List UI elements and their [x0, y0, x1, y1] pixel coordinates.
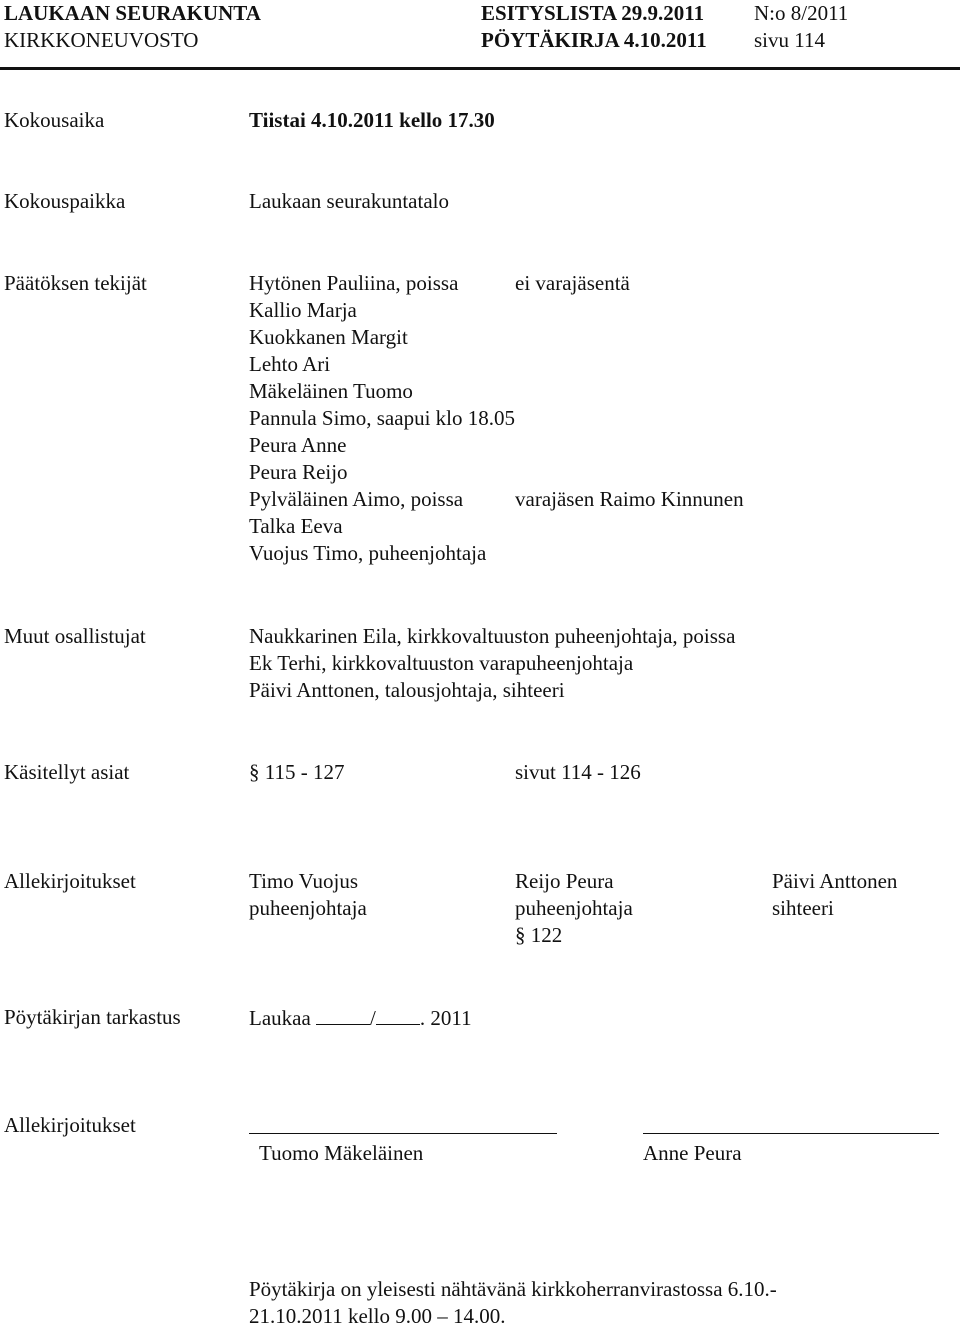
public-notice-line: 21.10.2011 kello 9.00 – 14.00. [249, 1304, 506, 1328]
review-place: Laukaa [249, 1006, 311, 1030]
signer-role: puheenjohtaja [249, 896, 367, 920]
meeting-time-value: Tiistai 4.10.2011 kello 17.30 [249, 108, 495, 132]
review-year: . 2011 [419, 1006, 472, 1030]
decision-makers-list [249, 270, 515, 567]
minutes-date: PÖYTÄKIRJA 4.10.2011 [481, 28, 707, 52]
review-label: Pöytäkirjan tarkastus [4, 1005, 181, 1029]
signatures-label: Allekirjoitukset [4, 869, 136, 893]
member-item: Lehto Ari [249, 352, 331, 376]
member-item: Kuokkanen Margit [249, 325, 408, 349]
review-date-line [249, 1004, 472, 1032]
signer-name: Timo Vuojus [249, 869, 359, 893]
other-participants-label: Muut osallistujat [4, 624, 146, 648]
signature-line [249, 1133, 557, 1134]
review-month-blank [376, 1004, 420, 1025]
member-item: Talka Eeva [249, 514, 343, 538]
other-participants-list [249, 623, 735, 704]
member-item: Hytönen Pauliina, poissa [249, 271, 459, 295]
agenda-date: ESITYSLISTA 29.9.2011 [481, 1, 705, 25]
member-item: Vuojus Timo, puheenjohtaja [249, 541, 487, 565]
participant-item: Naukkarinen Eila, kirkkovaltuuston puheenjohtaja, poissa [249, 624, 736, 648]
public-notice-line: Pöytäkirja on yleisesti nähtävänä kirkkoherranvirastossa 6.10.- [249, 1277, 777, 1301]
member-item: Peura Anne [249, 433, 347, 457]
review-signatures-label: Allekirjoitukset [4, 1113, 136, 1137]
member-item: Kallio Marja [249, 298, 357, 322]
member-item: Pannula Simo, saapui klo 18.05 [249, 406, 515, 430]
decision-makers-label: Päätöksen tekijät [4, 271, 147, 295]
meeting-place-label: Kokouspaikka [4, 189, 126, 213]
organization-name: LAUKAAN SEURAKUNTA [4, 1, 261, 25]
member-item: Mäkeläinen Tuomo [249, 379, 413, 403]
substitute-note: ei varajäsentä [515, 271, 630, 295]
member-item: Pylväläinen Aimo, poissa [249, 487, 464, 511]
participant-item: Päivi Anttonen, talousjohtaja, sihteeri [249, 678, 565, 702]
page-number: sivu 114 [754, 28, 825, 52]
reviewer-name: Tuomo Mäkeläinen [259, 1141, 424, 1165]
handled-items-label: Käsitellyt asiat [4, 760, 130, 784]
participant-item: Ek Terhi, kirkkovaltuuston varapuheenjohtaja [249, 651, 634, 675]
signer-role: sihteeri [772, 896, 834, 920]
review-slash: / [370, 1006, 376, 1030]
handled-items-range: § 115 - 127 [249, 760, 345, 784]
member-item: Peura Reijo [249, 460, 348, 484]
header-divider [0, 67, 960, 70]
governing-body: KIRKKONEUVOSTO [4, 28, 199, 52]
handled-pages-range: sivut 114 - 126 [515, 760, 641, 784]
signer-role: puheenjohtaja [515, 896, 633, 920]
signer-name: Reijo Peura [515, 869, 614, 893]
signer-name: Päivi Anttonen [772, 869, 898, 893]
signature-line [643, 1133, 939, 1134]
review-day-blank [316, 1004, 370, 1025]
meeting-time-label: Kokousaika [4, 108, 105, 132]
meeting-place-value: Laukaan seurakuntatalo [249, 189, 449, 213]
substitute-note: varajäsen Raimo Kinnunen [515, 487, 744, 511]
document-number: N:o 8/2011 [754, 1, 849, 25]
signer-section-note: § 122 [515, 923, 563, 947]
reviewer-name: Anne Peura [643, 1141, 742, 1165]
